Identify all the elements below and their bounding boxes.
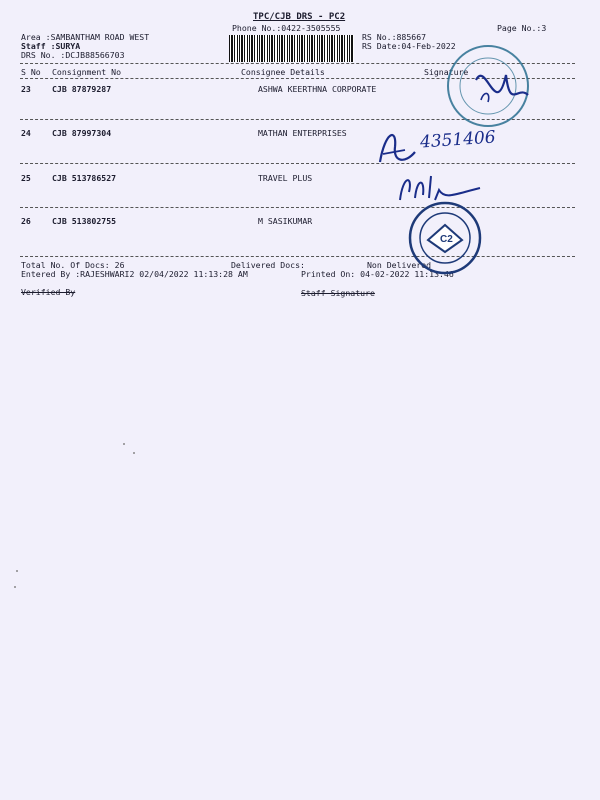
printed-on: Printed On: 04-02-2022 11:13:46 (301, 269, 454, 279)
column-header-signature: Signature (424, 67, 469, 77)
delivered-docs: Delivered Docs: (231, 260, 305, 270)
row-consignment: CJB 87879287 (52, 84, 112, 94)
barcode (229, 35, 354, 62)
row-sno: 23 (21, 84, 31, 94)
row-sno: 26 (21, 216, 31, 226)
row-sno: 25 (21, 173, 31, 183)
column-header-sno: S No (21, 67, 41, 77)
non-delivered-docs: Non Delivered (367, 260, 432, 270)
row-consignment: CJB 87997304 (52, 128, 112, 138)
page-number: Page No.:3 (497, 23, 547, 33)
row-consignment: CJB 513786527 (52, 173, 117, 183)
scan-speck (123, 443, 125, 445)
entered-by: Entered By :RAJESHWARI2 02/04/2022 11:13:28 AM (21, 269, 248, 279)
column-header-consignee: Consignee Details (241, 67, 325, 77)
scan-speck (16, 570, 18, 572)
company-seal-icon (400, 200, 495, 280)
area-label: Area :SAMBANTHAM ROAD WEST (21, 32, 150, 42)
company-stamp-icon (436, 40, 536, 130)
phone-number: Phone No.:0422-3505555 (232, 23, 341, 33)
row-consignee: MATHAN ENTERPRISES (258, 128, 347, 138)
rs-number: RS No.:885667 (362, 32, 427, 42)
drs-number: DRS No. :DCJB88566703 (21, 50, 125, 60)
row-consignee: M SASIKUMAR (258, 216, 313, 226)
rs-date: RS Date:04-Feb-2022 (362, 41, 456, 51)
verified-by: Verified By (21, 287, 76, 297)
row-sno: 24 (21, 128, 31, 138)
column-header-consignment: Consignment No (52, 67, 122, 77)
row-consignee: ASHWA KEERTHNA CORPORATE (258, 84, 377, 94)
staff-signature-label: Staff Signature (301, 288, 375, 298)
seal-center-text: C2 (440, 234, 453, 245)
scan-speck (14, 586, 16, 588)
document-title: TPC/CJB DRS - PC2 (253, 12, 346, 22)
row-consignee: TRAVEL PLUS (258, 173, 313, 183)
scan-speck (133, 452, 135, 454)
total-docs: Total No. Of Docs: 26 (21, 260, 125, 270)
handwritten-note: 4351406 (419, 127, 497, 153)
staff-label: Staff :SURYA (21, 41, 81, 51)
row-consignment: CJB 513802755 (52, 216, 117, 226)
